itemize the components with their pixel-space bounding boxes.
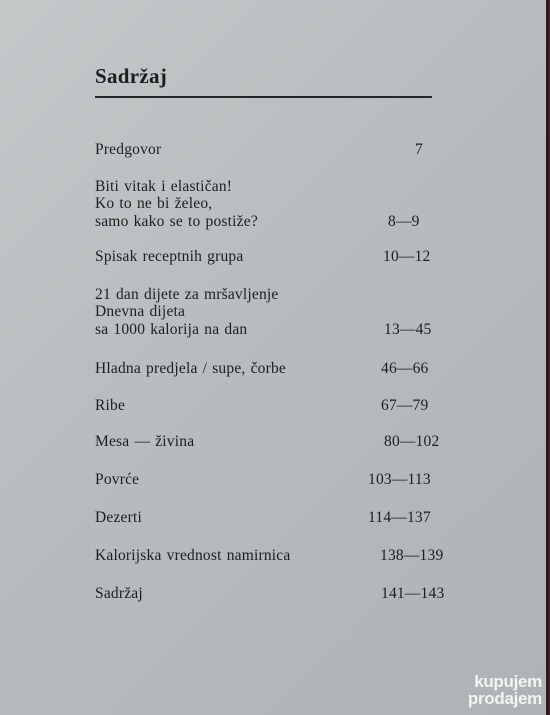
- watermark-logo: [468, 673, 542, 707]
- toc-entry-line: Ribe: [95, 396, 126, 414]
- toc-entry-line: Dezerti: [95, 508, 143, 526]
- toc-entry-line: 21 dan dijete za mršavljenje: [95, 285, 279, 303]
- toc-entry-pages: 103—113: [368, 470, 431, 488]
- toc-entry: [95, 286, 455, 339]
- toc-entry-title: [95, 141, 365, 159]
- toc-entry-title: [95, 509, 365, 527]
- toc-entry: [95, 509, 455, 527]
- toc-entry-pages: 141—143: [381, 584, 445, 602]
- toc-entry-title: [95, 585, 365, 603]
- toc-entry-line: samo kako se to postiže?: [95, 212, 258, 230]
- toc-entry-title: [95, 360, 365, 378]
- toc-entry-line: Dnevna dijeta: [95, 303, 186, 320]
- toc-entry-line: Biti vitak i elastičan!: [95, 177, 233, 195]
- toc-entry-line: Sadržaj: [95, 584, 143, 602]
- toc-entry-line: Ko to ne bi želeo,: [95, 195, 213, 212]
- toc-entry: [95, 178, 455, 231]
- page-title: Sadržaj: [95, 64, 168, 88]
- toc-entry: [95, 433, 455, 451]
- toc-entry: [95, 471, 455, 489]
- toc-entry-pages: 67—79: [381, 396, 429, 414]
- toc-entry: [95, 547, 455, 565]
- toc-entry: [95, 141, 455, 159]
- toc-entry-title: [95, 471, 365, 489]
- watermark-line-1: kupujem: [474, 672, 542, 691]
- toc-entry-line: sa 1000 kalorija na dan: [95, 320, 248, 338]
- toc-entry-pages: 138—139: [380, 546, 444, 564]
- toc-entry-title: [95, 433, 365, 451]
- toc-entry-title: [95, 397, 365, 415]
- watermark-line-2: prodajem: [467, 689, 542, 708]
- toc-entry-pages: 8—9: [388, 212, 420, 230]
- toc-entry-line: Mesa — živina: [95, 432, 195, 450]
- title-underline: [95, 96, 432, 98]
- toc-entry-pages: 80—102: [384, 432, 440, 450]
- toc-entry-pages: 114—137: [368, 508, 431, 526]
- toc-entry-pages: 7: [415, 140, 423, 158]
- toc-entry-pages: 46—66: [381, 359, 429, 377]
- toc-entry-title: [95, 547, 365, 565]
- toc-entry-pages: 10—12: [383, 247, 431, 265]
- toc-entry-pages: 13—45: [384, 320, 432, 338]
- toc-entry: [95, 360, 455, 378]
- toc-entry-title: [95, 248, 365, 266]
- toc-entry-title: [95, 286, 365, 339]
- toc-entry-line: Spisak receptnih grupa: [95, 247, 244, 265]
- toc-entry-title: [95, 178, 365, 231]
- toc-entry: [95, 248, 455, 266]
- toc-entry: [95, 397, 455, 415]
- toc-entry: [95, 585, 455, 603]
- toc-entry-line: Kalorijska vrednost namirnica: [95, 546, 291, 564]
- toc-entry-line: Povrće: [95, 470, 140, 488]
- toc-entry-line: Predgovor: [95, 140, 162, 158]
- toc-entry-line: Hladna predjela / supe, čorbe: [95, 359, 286, 377]
